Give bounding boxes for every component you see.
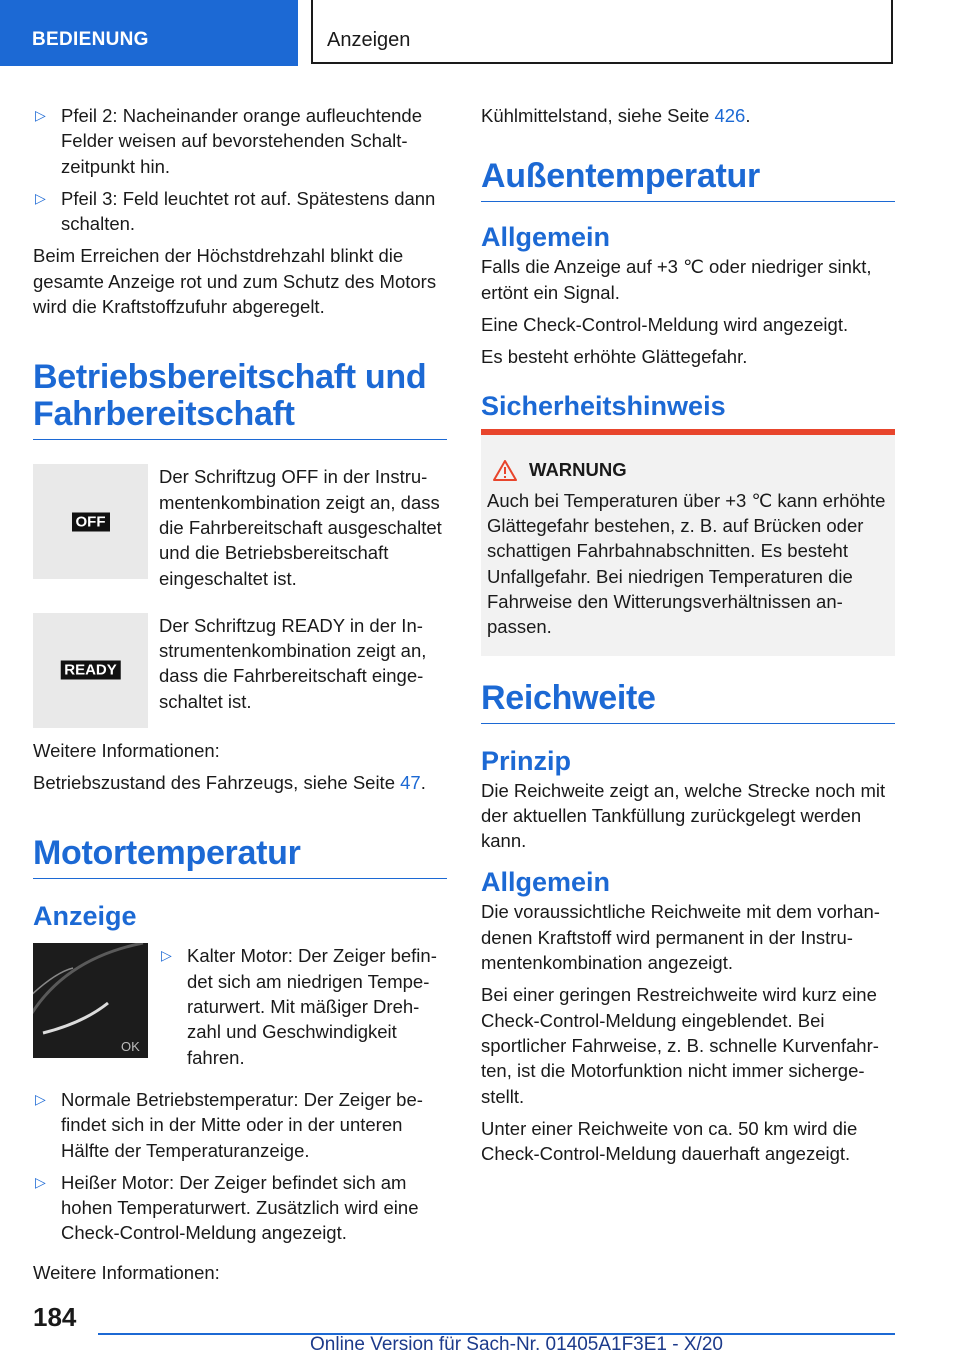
paragraph: Weitere Informationen: — [33, 1261, 220, 1283]
ready-display-image — [33, 613, 148, 728]
paragraph: Weitere Informationen: — [33, 739, 220, 761]
footer-text: Online Version für Sach-Nr. 01405A1F3E1 - X/20 — [310, 1334, 723, 1355]
triangle-bullet-icon: ▷ — [35, 1173, 46, 1190]
warning-text: Auch bei Temperaturen über +3 ℃ kann erhöhte Glättegefahr bestehen, z. B. auf Brücken oder schattigen Fahrbahnabschnitten. Es besteht Unfallgefahr. Bei niedrigen Temperaturen die Fahrweise den Witterungsverhältnissen anpassen. — [487, 489, 886, 638]
warning-header — [493, 457, 889, 482]
heading-betriebsbereitschaft: Betriebsbereitschaft und Fahrbereitschaft — [33, 359, 447, 440]
heading-prinzip: Prinzip — [481, 745, 572, 776]
temperature-gauge-image — [33, 943, 148, 1058]
triangle-bullet-icon: ▷ — [35, 1090, 46, 1107]
paragraph: Beim Erreichen der Höchstdrehzahl blinkt die gesamte Anzeige rot und zum Schutz des Motors wird die Kraftstoffzufuhr abgeregelt. — [33, 245, 437, 318]
figure-gauge — [33, 943, 447, 1076]
heading-allgemein: Allgemein — [481, 867, 611, 898]
page-number: 184 — [33, 1302, 77, 1332]
triangle-bullet-icon: ▷ — [35, 189, 46, 206]
heading-anzeige: Anzeige — [33, 901, 137, 932]
paragraph: Es besteht erhöhte Glättegefahr. — [481, 346, 748, 368]
paragraph: Bei einer geringen Restreichweite wird kurz eine Check-Control-Meldung eingeblendet. Bei sportlicher Fahrweise, z. B. schnelle Kurvenfahrten, ist die Motorfunktion nicht immer sichergestellt. — [481, 984, 879, 1107]
list-item: ▷ Pfeil 2: Nacheinander orange aufleuchtende Felder weisen auf bevorstehenden Schaltzeitpunkt hin. — [35, 105, 423, 177]
triangle-bullet-icon: ▷ — [35, 107, 46, 123]
section-tab — [0, 0, 298, 66]
list-item: ▷ Normale Betriebstemperatur: Der Zeiger befindet sich in der Mitte oder in der unteren Hälfte der Temperaturanzeige. — [35, 1088, 423, 1161]
list-item: ▷ Heißer Motor: Der Zeiger befindet sich am hohen Temperaturwert. Zusätzlich wird eine Check-Control-Meldung angezeigt. — [35, 1171, 419, 1244]
list-item: ▷ Kalter Motor: Der Zeiger befindet sich am niedrigen Temperaturwert. Mit mäßiger Drehzahl und Geschwindigkeit fahren. — [161, 945, 437, 1068]
warning-box — [481, 429, 895, 655]
paragraph: Falls die Anzeige auf +3 ℃ oder niedriger sinkt, ertönt ein Signal. — [481, 256, 872, 303]
gauge-arc-icon — [33, 943, 148, 1058]
figure-off — [33, 464, 447, 590]
paragraph: Die Reichweite zeigt an, welche Strecke noch mit der aktuellen Tankfüllung zurückgelegt werden kann. — [481, 779, 886, 852]
page-link[interactable]: 426 — [714, 105, 746, 126]
heading-reichweite: Reichweite — [481, 680, 895, 724]
figure-off-text: Der Schriftzug OFF in der Instrumentenkombination zeigt an, dass die Fahrbereitschaft ausgeschaltet und die Betriebsbereitschaft eingeschaltet ist. — [159, 466, 442, 589]
triangle-bullet-icon: ▷ — [161, 947, 172, 964]
list-item: ▷ Pfeil 3: Feld leuchtet rot auf. Spätestens dann schalten. — [35, 187, 436, 235]
warning-triangle-icon — [493, 460, 517, 481]
right-column — [481, 103, 895, 1173]
chapter-label: Anzeigen — [327, 29, 411, 51]
heading-aussentemperatur: Außentemperatur — [481, 158, 895, 202]
ready-badge: READY — [60, 661, 121, 680]
paragraph: Kühlmittelstand, siehe Seite 426. — [481, 105, 751, 126]
page-header — [0, 0, 960, 66]
off-display-image — [33, 464, 148, 579]
paragraph: Eine Check-Control-Meldung wird angezeigt. — [481, 313, 849, 335]
off-badge: OFF — [72, 512, 110, 531]
paragraph: Die voraussichtliche Reichweite mit dem vorhandenen Kraftstoff wird permanent in der Instrumentenkombination angezeigt. — [481, 901, 880, 974]
left-column — [33, 103, 447, 1292]
gauge-ok-label: OK — [121, 1039, 140, 1055]
paragraph: Unter einer Reichweite von ca. 50 km wird die Check-Control-Meldung dauerhaft angezeigt. — [481, 1117, 858, 1165]
warning-title: WARNUNG — [529, 459, 627, 481]
figure-ready-text: Der Schriftzug READY in der Instrumentenkombination zeigt an, dass die Fahrbereitschaft eingeschaltet ist. — [159, 614, 427, 712]
page-link[interactable]: 47 — [400, 772, 421, 794]
section-label: BEDIENUNG — [32, 29, 149, 50]
figure-ready — [33, 613, 447, 728]
paragraph: Betriebszustand des Fahrzeugs, siehe Seite 47. — [33, 772, 426, 794]
heading-sicherheitshinweis: Sicherheitshinweis — [481, 391, 726, 422]
chapter-box — [311, 0, 893, 64]
heading-allgemein: Allgemein — [481, 222, 611, 253]
heading-motortemperatur: Motortemperatur — [33, 835, 447, 879]
